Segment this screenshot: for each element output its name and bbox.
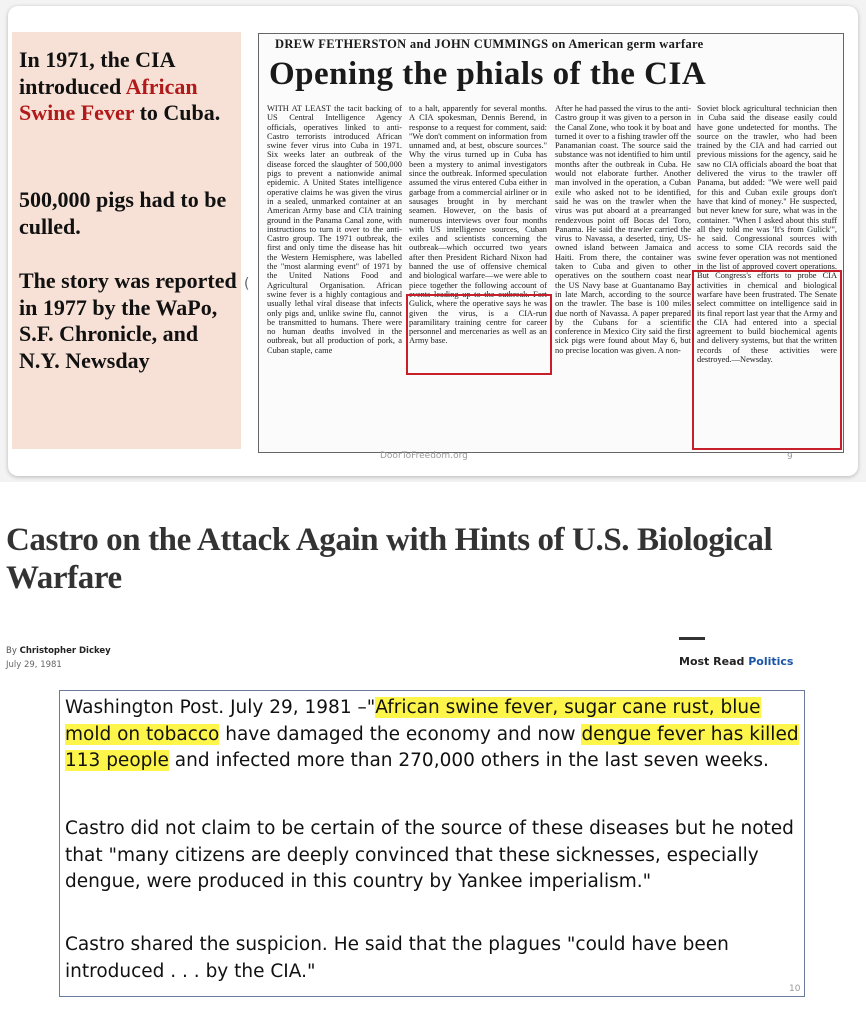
article-title: Castro on the Attack Again with Hints of U.S. Biological Warfare [6, 522, 773, 596]
summary-paragraph-2: 500,000 pigs had to be culled. [19, 187, 227, 239]
quote-paragraph-3: Castro shared the suspicion. He said that the plagues "could have been introduced . . . by the CIA." [65, 934, 729, 982]
most-read-heading [679, 655, 793, 668]
clipping-headline: Opening the phials of the CIA [269, 56, 707, 92]
highlight-box-nixon [406, 294, 552, 375]
summary-text: In 1971, the CIA introduced [19, 47, 175, 99]
quote-paragraph-1 [65, 695, 801, 775]
highlight-box-congressional [692, 270, 842, 450]
most-read-rule [679, 637, 705, 640]
clipping-mark: ( [244, 276, 250, 292]
clipping-column-4: Soviet block agricultural technician then in Cuba said the disease easily could have gone undetected for months. The source on the trawler, who had been trained by the CIA and had carried out previous missions for the agency, said he saw no CIA officials aboard the boat that delivered the virus to the trawler off Panama, but added: "We were well paid for this and Cuban exile groups don't have that kind of money." He suspected, but never knew for sure, what was in the container. "When I asked about this stuff all they told me was 'It's from Gulick'", he said. Congressional sources with access to some CIA records said the swine fever operation was not mentioned in the list of approved covert operations. But Congress's efforts to probe CIA activities in chemical and biological warfare have been frustrated. The Senate select committee on intelligence said in its final report last year that the Army and the CIA had entered into a special agreement to build biochemical agents and delivery systems, but that the written records of these activities were destroyed.—Newsday. [697, 104, 837, 365]
quote-text: Washington Post. July 29, 1981 –" [65, 697, 376, 718]
slide-page-number: 9 [787, 452, 793, 462]
clipping-byline: DREW FETHERSTON and JOHN CUMMINGS on American germ warfare [275, 37, 704, 51]
article-date: July 29, 1981 [6, 660, 62, 670]
most-read-label: Most Read [679, 655, 749, 668]
politics-link[interactable]: Politics [748, 655, 794, 668]
newspaper-clipping [258, 33, 844, 453]
author-link[interactable]: Christopher Dickey [19, 646, 111, 656]
slide-9 [0, 0, 866, 482]
quote-box [59, 690, 805, 997]
slide-page-number: 10 [789, 984, 801, 994]
summary-paragraph-1 [19, 47, 237, 127]
clipping-column-3: After he had passed the virus to the anti-Castro group it was given to a person in the Canal Zone, who took it by boat and turned it over to a fishing trawler off the Panamanian coast. The source said the substance was not identified to him until months after the outbreak in Cuba. He would not elaborate further. Another man involved in the operation, a Cuban exile who asked not to be identified, said he was on the trawler when the virus was put aboard at a prearranged rendezvous point off Bocas del Toro, Panama. He said the trawler carried the virus to Navassa, a deserted, tiny, US-owned island between Jamaica and Haiti. From there, the container was taken to Cuba and given to other operatives on the southern coast near the US Navy base at Guantanamo Bay in late March, according to the source on the trawler. The base is 100 miles due north of Navassa. A paper prepared by the Cubans for a scientific conference in Mexico City said the first sick pigs were found about May 6, but no precise location was given. A non- [555, 104, 691, 355]
highlighted-text: dengue fever has killed 113 people [65, 723, 799, 771]
quote-text: have damaged the economy and now [219, 723, 582, 745]
clipping-column-1: WITH AT LEAST the tacit backing of US Central Intelligence Agency officials, operatives linked to anti-Castro terrorists introduced African swine fever virus into Cuba in 1971. Six weeks later an outbreak of the disease forced the slaughter of 500,000 pigs to prevent a nationwide animal epidemic. A United States intelligence operative claims he was given the virus in a sealed, unmarked container at an American Army base and CIA training ground in the Panama Canal zone, with instructions to turn it over to the anti-Castro group. The 1971 outbreak, the first and only time the disease has hit the Western Hemisphere, was labelled the "most alarming event" of 1971 by the United Nations Food and Agricultural Organisation. African swine fever is a highly contagious and usually lethal viral disease that infects only pigs and, unlike swine flu, cannot be transmitted to humans. There were no human deaths involved in the outbreak, but all production of pork, a Cuban staple, came [267, 104, 402, 355]
highlighted-text: African swine fever, sugar cane rust, blue mold on tobacco [65, 697, 761, 745]
slide-footer: DoorToFreedom.org [380, 451, 468, 461]
summary-panel [12, 32, 241, 449]
clipping-column-2: to a halt, apparently for several months. A CIA spokesman, Dennis Berend, in response to a request for comment, said: "We don't comment on information from unnamed and, at best, obscure sources." Why the virus turned up in Cuba has been a mystery to animal investigators since the outbreak. Informed speculation assumed the virus entered Cuba either in garbage from a commercial airliner or in sausages brought in by merchant seamen. However, on the basis of numerous interviews over four months with US intelligence sources, Cuban exiles and scientists concerning the outbreak—which occurred two years after then President Richard Nixon had banned the use of offensive chemical and biological warfare—we were able to piece together the following account of events leading up to the outbreak. Fort Gulick, where the operative says he was given the virus, is a CIA-run paramilitary training centre for career personnel and mercenaries as well as an Army base. [409, 104, 547, 346]
summary-text: to Cuba. [134, 100, 221, 125]
byline-prefix: By [6, 646, 20, 656]
byline [6, 646, 111, 656]
quote-paragraph-2: Castro did not claim to be certain of the source of these diseases but he noted that "many citizens are deeply convinced that these sicknesses, especially dengue, were produced in this country by Yankee imperialism." [65, 818, 794, 892]
summary-paragraph-3: The story was reported in 1977 by the WaPo, S.F. Chronicle, and N.Y. Newsday [19, 268, 237, 373]
quote-text: and infected more than 270,000 others in the last seven weeks. [168, 750, 769, 771]
disease-name: African Swine Fever [19, 73, 198, 125]
